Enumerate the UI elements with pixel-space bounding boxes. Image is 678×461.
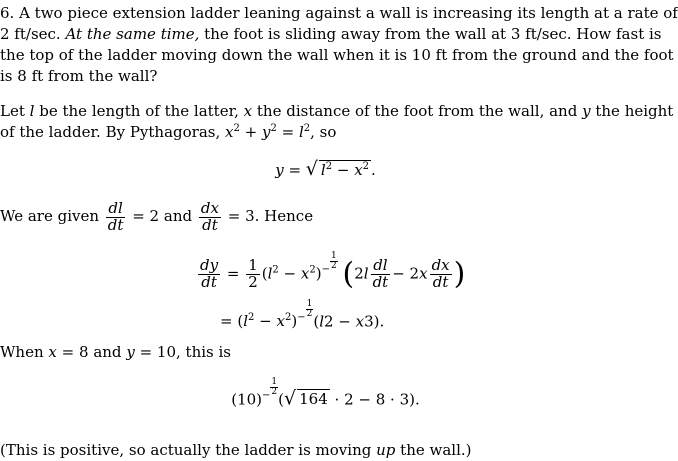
problem-text: 6. A two piece extension ladder leaning against a wall is increasing its length at a rate of — [0, 4, 678, 22]
math-expression: = $(l^2 - x^2)$ — [220, 312, 298, 331]
final-expression: $(10)^{- \frac{1}{2}}$ (√ 164 · 2 − 8 · 3). — [231, 377, 420, 410]
derivative-equation-line-1: $\frac{dy}{dt}$ = $\frac{1}{2}$ $(l^2 - x^2)^{- \frac{1}{2}}$ (2l $\frac{dl}{dt}$ − 2x $\frac{dx}{dt}$ ) — [200, 251, 466, 292]
math-value: = 3. — [227, 207, 260, 225]
solution-text: , this is — [176, 343, 231, 361]
fraction-dy-dt: $\frac{dy}{dt}$ — [200, 256, 219, 291]
conclusion-line — [0, 440, 472, 461]
problem-line-3 — [0, 45, 674, 66]
math-value: 164 — [299, 390, 328, 409]
derivative-equation-line-2: = $(l^2 - x^2)^{- \frac{1}{2}}$ (l2 − x3). — [220, 299, 385, 331]
solution-text: the wall.) — [400, 441, 472, 459]
math-value: · 2 − 8 · 3). — [334, 390, 420, 409]
fraction-one-half: $\frac{1}{2}$ — [248, 256, 258, 291]
emphasis-text: up — [376, 441, 396, 459]
math-variable: y — [582, 102, 591, 120]
equation-y: y = √ $l^2 - x^2$ . — [275, 158, 376, 180]
solution-text: (This is positive, so actually the ladder is moving — [0, 441, 372, 459]
emphasis-text: At the same time, — [65, 25, 200, 43]
solution-text: be the length of the latter, — [39, 102, 239, 120]
fraction-dl-dt: $\frac{dl}{dt}$ — [107, 198, 124, 234]
solution-text: We are given — [0, 207, 100, 225]
problem-text: the top of the ladder moving down the wall when it is 10 ft from the ground and the foot — [0, 46, 674, 64]
problem-line-2 — [0, 24, 662, 45]
solution-text: Let — [0, 102, 25, 120]
solution-text: , so — [310, 123, 337, 141]
problem-text: 2 ft/sec. — [0, 25, 61, 43]
solution-text: Hence — [264, 207, 314, 225]
problem-line-4 — [0, 66, 157, 87]
problem-line-1 — [0, 3, 678, 24]
solution-text: the distance of the foot from the wall, and — [256, 102, 578, 120]
problem-text: is 8 ft from the wall? — [0, 67, 158, 85]
problem-text: the foot is sliding away from the wall at 3 ft/sec. How fast is — [204, 25, 662, 43]
pythagoras-equation: $x^2 + y^2 = l^2$ — [225, 123, 311, 141]
math-condition: y = 10 — [126, 343, 176, 361]
given-line — [0, 196, 313, 236]
math-variable: x — [243, 102, 253, 120]
solution-text: the height — [595, 102, 674, 120]
math-value: = 2 — [132, 207, 160, 225]
math-value: (10) — [231, 390, 263, 409]
when-line — [0, 342, 231, 363]
solution-text: of the ladder. By Pythagoras, — [0, 123, 221, 141]
math-condition: x = 8 — [48, 343, 89, 361]
solution-intro-line-1 — [0, 101, 673, 122]
solution-text: When — [0, 343, 44, 361]
solution-text: and — [163, 207, 193, 225]
solution-intro-line-2 — [0, 122, 336, 143]
solution-text: and — [93, 343, 122, 361]
fraction-dx-dt: $\frac{dx}{dt}$ — [200, 198, 219, 234]
math-variable: l — [29, 102, 35, 120]
